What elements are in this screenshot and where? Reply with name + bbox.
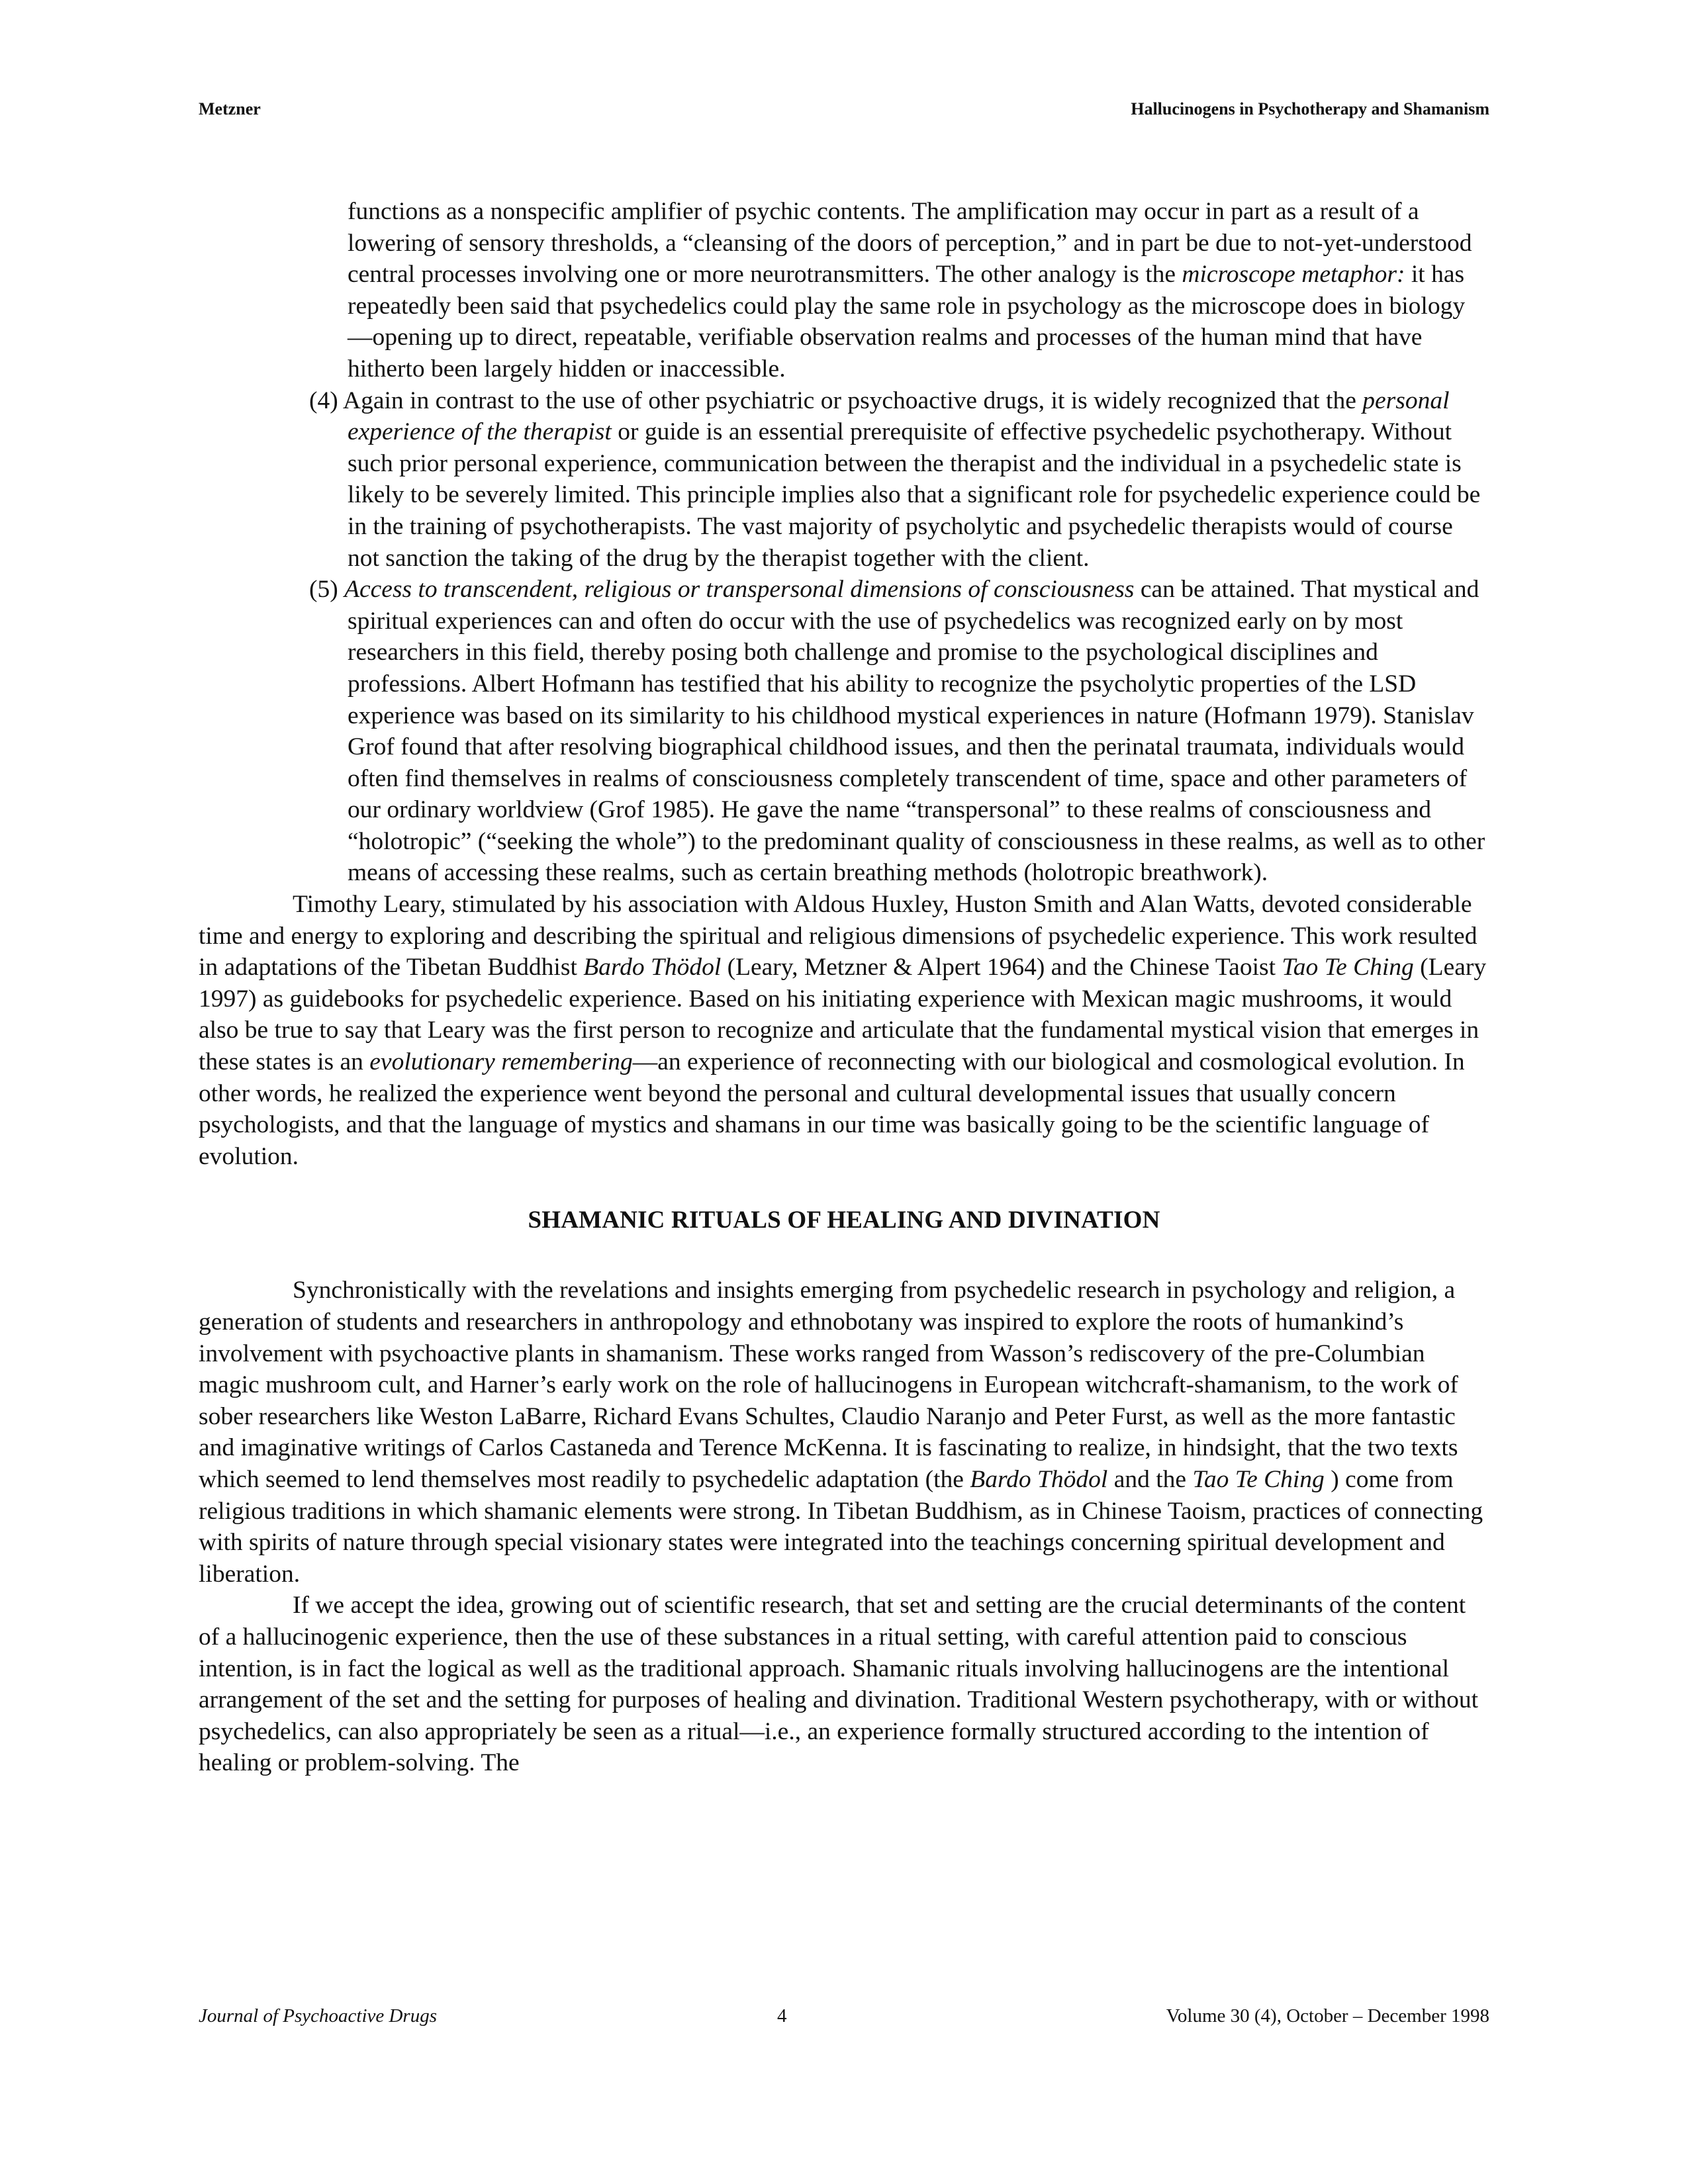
text-run: Synchronistically with the revelations and insights emerging from psychedelic research in psychology and religion, a generation of students and researchers in anthropology and ethnobotany was inspired to explore the roots of humankind’s involvement with psychoactive plants in shamanism. These works ranged from Wasson’s rediscovery of the pre-Columbian magic mushroom cult, and Harner’s early work on the role of hallucinogens in European witchcraft-shamanism, to the work of sober researchers like Weston LaBarre, Richard Evans Schultes, Claudio Naranjo and Peter Furst, as well as the more fantastic and imaginative writings of Carlos Castaneda and Terence McKenna. It is fascinating to realize, in hindsight, that the two texts which seemed to lend themselves most readily to psychedelic adaptation (the <box>199 1277 1458 1493</box>
italic-text-run: Access to transcendent, religious or transpersonal dimensions of consciousness <box>344 576 1135 604</box>
list-item-4 <box>199 385 1489 574</box>
page-footer <box>199 2005 1489 2032</box>
section-heading: SHAMANIC RITUALS OF HEALING AND DIVINATION <box>528 1206 1160 1234</box>
running-head-title: Hallucinogens in Psychotherapy and Shamanism <box>1131 99 1489 118</box>
italic-text-run: personal experience of the therapist <box>348 387 1450 446</box>
continued-list-item-text <box>199 196 1489 385</box>
text-run: and the <box>1107 1465 1193 1493</box>
page-number: 4 <box>777 2005 787 2026</box>
list-item-5 <box>199 574 1489 889</box>
article-body <box>199 196 1489 1779</box>
running-head <box>199 99 1489 126</box>
italic-text-run: Bardo Thödol <box>583 954 722 981</box>
text-run: ) come from religious traditions in which shamanic elements were strong. In Tibetan Buddhism, as in Chinese Taoism, practices of connecting with spirits of nature through special visionary states were integrated into the teachings concerning spiritual development and liberation. <box>199 1465 1483 1588</box>
text-run: can be attained. That mystical and spiritual experiences can and often do occur with the use of psychedelics was recognized early on by most researchers in this field, thereby posing both challenge and promise to the psychological disciplines and professions. Albert Hofmann has testified that his ability to recognize the psycholytic properties of the LSD experience was based on its similarity to his childhood mystical experiences in nature (Hofmann 1979). Stanislav Grof found that after resolving biographical childhood issues, and then the perinatal traumata, individuals would often find themselves in realms of consciousness completely transcendent of time, space and other parameters of our ordinary worldview (Grof 1985). He gave the name “transpersonal” to these realms of consciousness and “holotropic” (“seeking the whole”) to the predominant quality of consciousness in these realms, as well as to other means of accessing these realms, such as certain breathing methods (holotropic breathwork). <box>348 576 1485 887</box>
text-run: (4) Again in contrast to the use of other psychiatric or psychoactive drugs, it is widely recognized that the <box>309 387 1363 414</box>
text-run: (5) <box>309 576 345 604</box>
paragraph-set-and-setting <box>199 1590 1489 1779</box>
text-run: or guide is an essential prerequisite of effective psychedelic psychotherapy. Without such prior personal experience, communication between the therapist and the individual in a psychedelic state is likely to be severely limited. This principle implies also that a significant role for psychedelic experience could be in the training of psychotherapists. The vast majority of psycholytic and psychedelic therapists would of course not sanction the taking of the drug by the therapist together with the client. <box>348 418 1481 572</box>
footer-journal-name: Journal of Psychoactive Drugs <box>199 2005 438 2026</box>
italic-text-run: microscope metaphor: <box>1182 261 1405 289</box>
paragraph-leary <box>199 889 1489 1172</box>
text-run: —an experience of reconnecting with our biological and cosmological evolution. In other words, he realized the experience went beyond the personal and cultural developmental issues that usually concern psychologists, and that the language of mystics and shamans in our time was basically going to be the scientific language of evolution. <box>199 1048 1465 1170</box>
footer-volume-info: Volume 30 (4), October – December 1998 <box>1166 2005 1489 2026</box>
italic-text-run: evolutionary remembering <box>369 1048 633 1076</box>
text-run: it has repeatedly been said that psychedelics could play the same role in psychology as the microscope does in biology—opening up to direct, repeatable, verifiable observation realms and processes of the human mind that have hitherto been largely hidden or inaccessible. <box>348 261 1466 383</box>
text-run: (Leary, Metzner & Alpert 1964) and the Chinese Taoist <box>721 954 1282 981</box>
text-run: Timothy Leary, stimulated by his association with Aldous Huxley, Huston Smith and Alan Watts, devoted considerable time and energy to exploring and describing the spiritual and religious dimensions of psychedelic experience. This work resulted in adaptations of the Tibetan Buddhist <box>199 891 1477 981</box>
italic-text-run: Tao Te Ching <box>1282 954 1414 981</box>
text-run: (Leary 1997) as guidebooks for psychedelic experience. Based on his initiating experience with Mexican magic mushrooms, it would also be true to say that Leary was the first person to recognize and articulate that the fundamental mystical vision that emerges in these states is an <box>199 954 1487 1076</box>
text-run: If we accept the idea, growing out of scientific research, that set and setting are the crucial determinants of the content of a hallucinogenic experience, then the use of these substances in a ritual setting, with careful attention paid to conscious intention, is in fact the logical as well as the traditional approach. Shamanic rituals involving hallucinogens are the intentional arrangement of the set and the setting for purposes of healing and divination. Traditional Western psychotherapy, with or without psychedelics, can also appropriately be seen as a ritual—i.e., an experience formally structured according to the intention of healing or problem-solving. The <box>199 1592 1479 1777</box>
italic-text-run: Bardo Thödol <box>970 1465 1108 1493</box>
text-run: functions as a nonspecific amplifier of psychic contents. The amplification may occur in part as a result of a lowering of sensory thresholds, a “cleansing of the doors of perception,” and in part be due to not-yet-understood central processes involving one or more neurotransmitters. The other analogy is the <box>348 198 1472 289</box>
italic-text-run: Tao Te Ching <box>1192 1465 1325 1493</box>
paragraph-synchronistically <box>199 1275 1489 1590</box>
running-head-author: Metzner <box>199 99 261 118</box>
